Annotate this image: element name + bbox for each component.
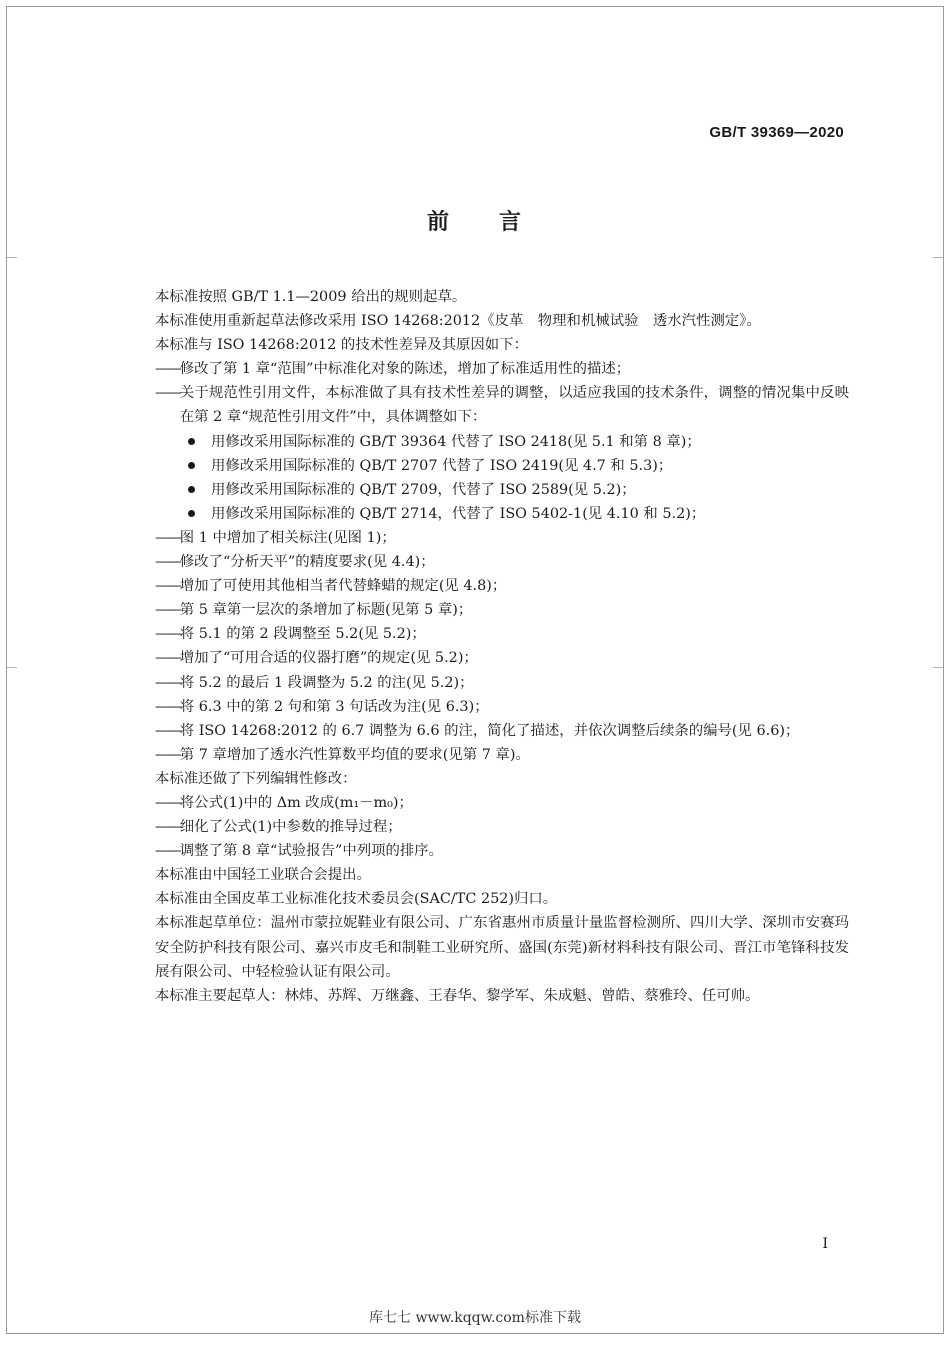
dash-mark: ——: [155, 650, 180, 667]
list-item-text: 将公式(1)中的 Δm 改成(m₁－m₀)；: [179, 794, 413, 811]
list-item-text: 关于规范性引用文件，本标准做了具有技术性差异的调整，以适应我国的技术条件，调整的情况集中反映在第 2 章“规范性引用文件”中，具体调整如下：: [179, 385, 849, 426]
list-item-text: 将 5.2 的最后 1 段调整为 5.2 的注(见 5.2)；: [179, 674, 474, 691]
dash-mark: ——: [155, 602, 180, 619]
dash-mark: ——: [155, 578, 180, 595]
bullet-text: 用修改采用国际标准的 GB/T 39364 代替了 ISO 2418(见 5.1 和第 8 章)；: [211, 433, 701, 450]
dash-mark: ——: [155, 361, 180, 378]
dash-mark: ——: [155, 385, 180, 402]
list-item: [155, 550, 849, 574]
list-item: [155, 598, 849, 622]
page-title: [0, 205, 950, 236]
dash-mark: ——: [155, 529, 180, 546]
dash-mark: ——: [155, 722, 180, 739]
list-item-text: 调整了第 8 章“试验报告”中列项的排序。: [179, 843, 444, 860]
list-item-text: 图 1 中增加了相关标注(见图 1)；: [179, 529, 396, 546]
list-item-text: 将 5.1 的第 2 段调整至 5.2(见 5.2)；: [179, 626, 426, 643]
bullet-text: 用修改采用国际标准的 QB/T 2714，代替了 ISO 5402-1(见 4.10 和 5.2)；: [211, 505, 706, 522]
dash-mark: ——: [155, 746, 180, 763]
list-item: [155, 719, 849, 743]
dash-mark: ——: [155, 794, 180, 811]
list-item: [155, 791, 849, 815]
bullet-text: 用修改采用国际标准的 QB/T 2709，代替了 ISO 2589(见 5.2)；: [211, 481, 636, 498]
list-item-text: 将 6.3 中的第 2 句和第 3 句话改为注(见 6.3)；: [179, 698, 489, 715]
bullet-icon: [188, 510, 195, 517]
list-item: [155, 815, 849, 839]
list-item: [155, 381, 849, 429]
list-item: [155, 357, 849, 381]
list-item: [155, 526, 849, 550]
paragraph: 本标准起草单位：温州市蒙拉妮鞋业有限公司、广东省惠州市质量计量监督检测所、四川大学、深圳市安赛玛安全防护科技有限公司、嘉兴市皮毛和制鞋工业研究所、盛国(东莞)新材料科技有限公司、晋江市笔锋科技发展有限公司、中轻检验认证有限公司。: [155, 915, 849, 980]
list-item: [155, 574, 849, 598]
page-margin-tick: [7, 257, 17, 258]
dash-mark: ——: [155, 554, 180, 571]
bullet-text: 用修改采用国际标准的 QB/T 2707 代替了 ISO 2419(见 4.7 和 5.3)；: [211, 457, 673, 474]
dash-mark: ——: [155, 819, 180, 836]
dash-mark: ——: [155, 843, 180, 860]
list-item: [155, 622, 849, 646]
paragraph: 本标准还做了下列编辑性修改：: [155, 770, 357, 787]
bullet-item: [155, 430, 849, 454]
bullet-icon: [188, 438, 195, 445]
page-margin-tick: [933, 667, 943, 668]
list-item: [155, 743, 849, 767]
paragraph: 本标准与 ISO 14268:2012 的技术性差异及其原因如下：: [155, 337, 528, 354]
bullet-icon: [188, 486, 195, 493]
list-item: [155, 671, 849, 695]
paragraph: 本标准由中国轻工业联合会提出。: [155, 867, 371, 884]
paragraph: 本标准主要起草人：林炜、苏辉、万继鑫、王春华、黎学军、朱成魁、曾皓、蔡雅玲、任可帅。: [155, 987, 760, 1004]
bullet-icon: [188, 462, 195, 469]
list-item: [155, 839, 849, 863]
dash-mark: ——: [155, 626, 180, 643]
title-char: 言: [499, 210, 524, 235]
paragraph: 本标准由全国皮革工业标准化技术委员会(SAC/TC 252)归口。: [155, 891, 558, 908]
foreword-body: [155, 285, 849, 1008]
bullet-item: [155, 502, 849, 526]
bullet-item: [155, 454, 849, 478]
footer-watermark: 库七七 www.kqqw.com标准下载: [369, 1310, 581, 1326]
list-item-text: 修改了“分析天平”的精度要求(见 4.4)；: [179, 554, 435, 571]
list-item-text: 第 5 章第一层次的条增加了标题(见第 5 章)；: [179, 602, 473, 619]
list-item-text: 细化了公式(1)中参数的推导过程；: [179, 819, 402, 836]
page-margin-tick: [7, 667, 17, 668]
dash-mark: ——: [155, 674, 180, 691]
paragraph: 本标准使用重新起草法修改采用 ISO 14268:2012《皮革 物理和机械试验 透水汽性测定》。: [155, 313, 761, 330]
standard-code: GB/T 39369—2020: [709, 124, 844, 141]
title-char: 前: [426, 210, 451, 235]
paragraph: 本标准按照 GB/T 1.1—2009 给出的规则起草。: [155, 289, 467, 305]
page-margin-tick: [933, 257, 943, 258]
list-item-text: 增加了可使用其他相当者代替蜂蜡的规定(见 4.8)；: [179, 578, 507, 595]
list-item: [155, 695, 849, 719]
list-item-text: 修改了第 1 章“范围”中标准化对象的陈述，增加了标准适用性的描述；: [179, 361, 631, 378]
list-item-text: 将 ISO 14268:2012 的 6.7 调整为 6.6 的注，简化了描述，并依次调整后续条的编号(见 6.6)；: [179, 722, 800, 739]
page-number: I: [822, 1236, 828, 1252]
list-item: [155, 646, 849, 670]
bullet-item: [155, 478, 849, 502]
list-item-text: 第 7 章增加了透水汽性算数平均值的要求(见第 7 章)。: [179, 746, 530, 763]
dash-mark: ——: [155, 698, 180, 715]
list-item-text: 增加了“可用合适的仪器打磨”的规定(见 5.2)；: [179, 650, 478, 667]
